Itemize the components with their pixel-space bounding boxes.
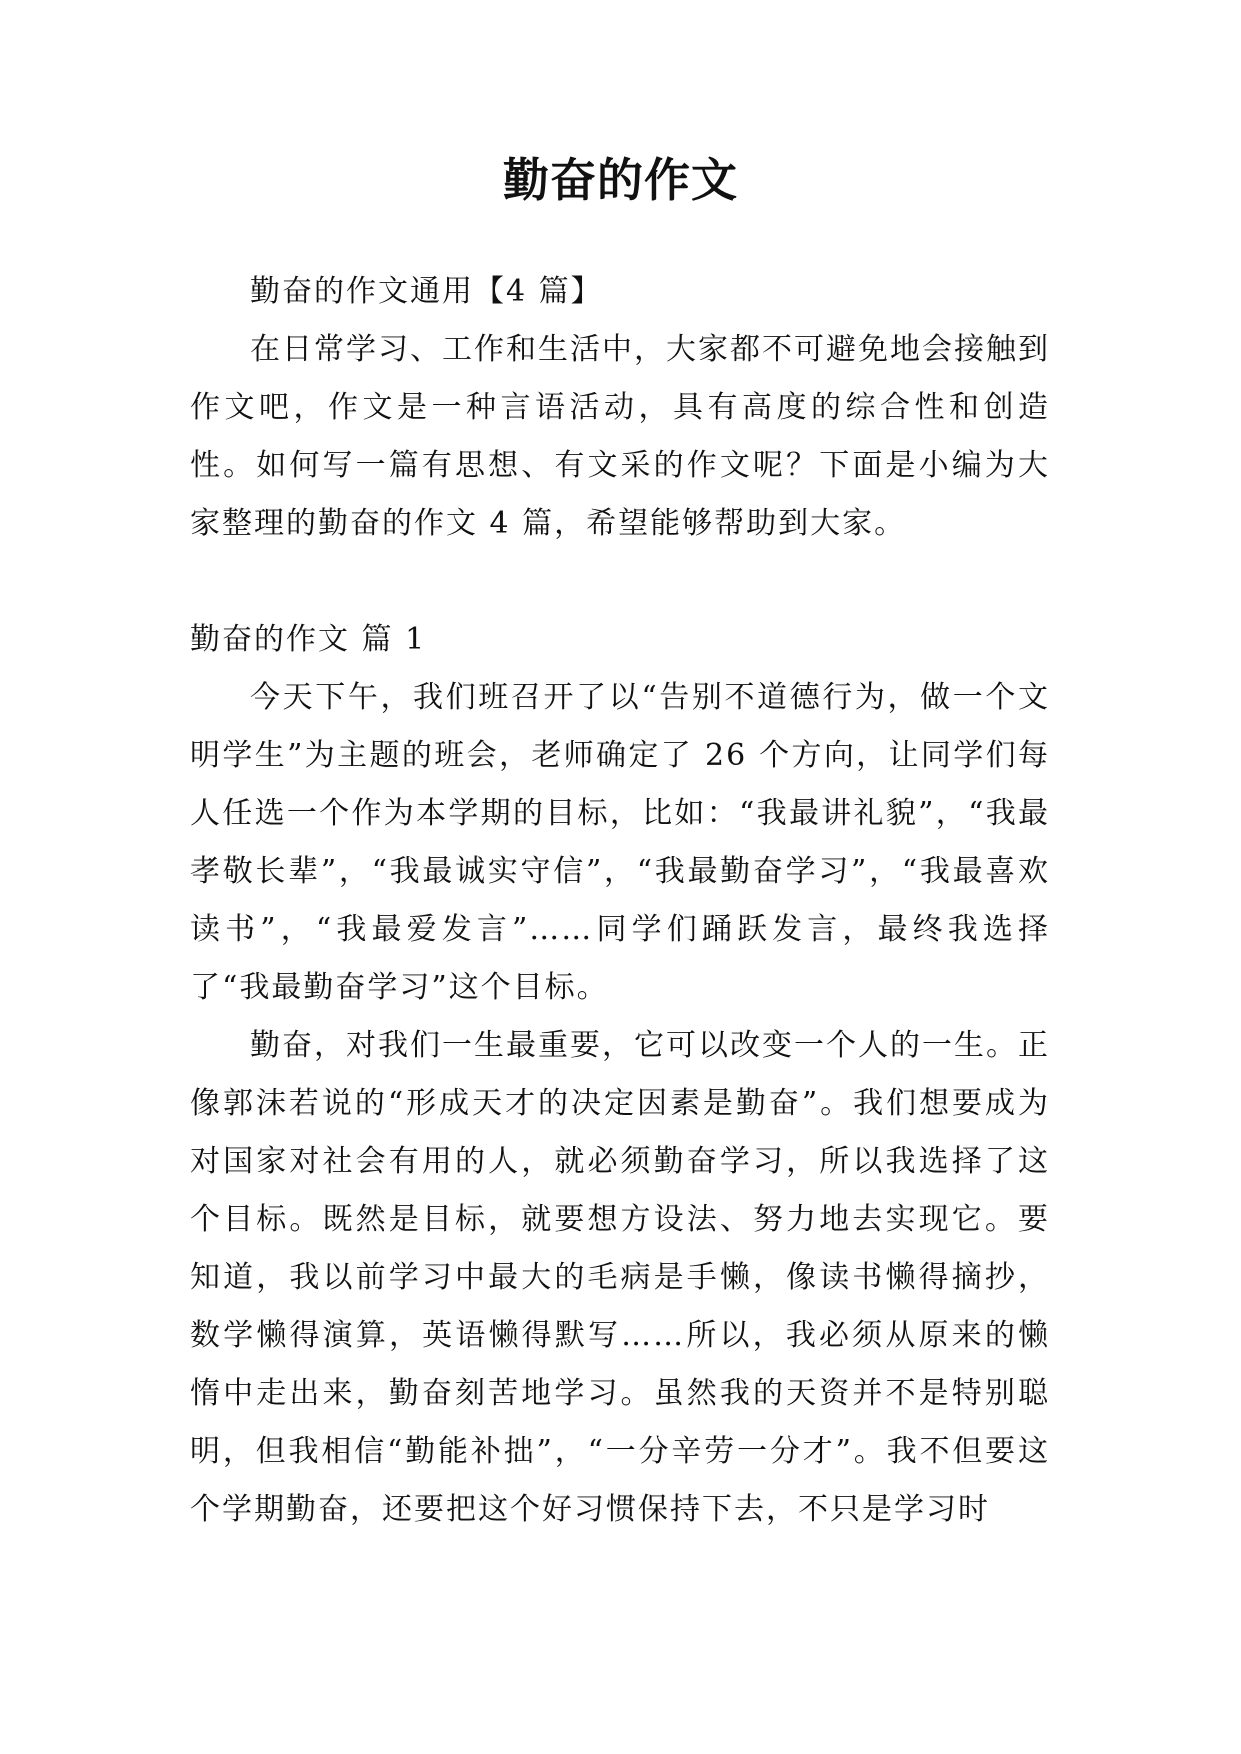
document-title: 勤奋的作文 (503, 153, 738, 207)
section-heading: 勤奋的作文 篇 1 (190, 622, 427, 657)
body-paragraph-2: 勤奋，对我们一生最重要，它可以改变一个人的一生。正像郭沫若说的“形成天才的决定因素是勤奋”。我们想要成为对国家对社会有用的人，就必须勤奋学习，所以我选择了这个目标。既然是目标，就要想方设法、努力地去实现它。要知道，我以前学习中最大的毛病是手懒，像读书懒得摘抄，数学懒得演算，英语懒得默写……所以，我必须从原来的懒惰中走出来，勤奋刻苦地学习。虽然我的天资并不是特别聪明，但我相信“勤能补拙”，“一分辛劳一分才”。我不但要这个学期勤奋，还要把这个好习惯保持下去，不只是学习时 (190, 1028, 1050, 1527)
subtitle-line: 勤奋的作文通用【4 篇】 (250, 274, 603, 309)
document-body (190, 263, 1050, 1539)
intro-paragraph: 在日常学习、工作和生活中，大家都不可避免地会接触到作文吧，作文是一种言语活动，具有高度的综合性和创造性。如何写一篇有思想、有文采的作文呢？下面是小编为大家整理的勤奋的作文 4 篇，希望能够帮助到大家。 (190, 332, 1050, 541)
body-paragraph-1: 今天下午，我们班召开了以“告别不道德行为，做一个文明学生”为主题的班会，老师确定了 26 个方向，让同学们每人任选一个作为本学期的目标，比如：“我最讲礼貌”，“我最孝敬长辈”，“我最诚实守信”，“我最勤奋学习”，“我最喜欢读书”，“我最爱发言”……同学们踊跃发言，最终我选择了“我最勤奋学习”这个目标。 (190, 680, 1050, 1005)
